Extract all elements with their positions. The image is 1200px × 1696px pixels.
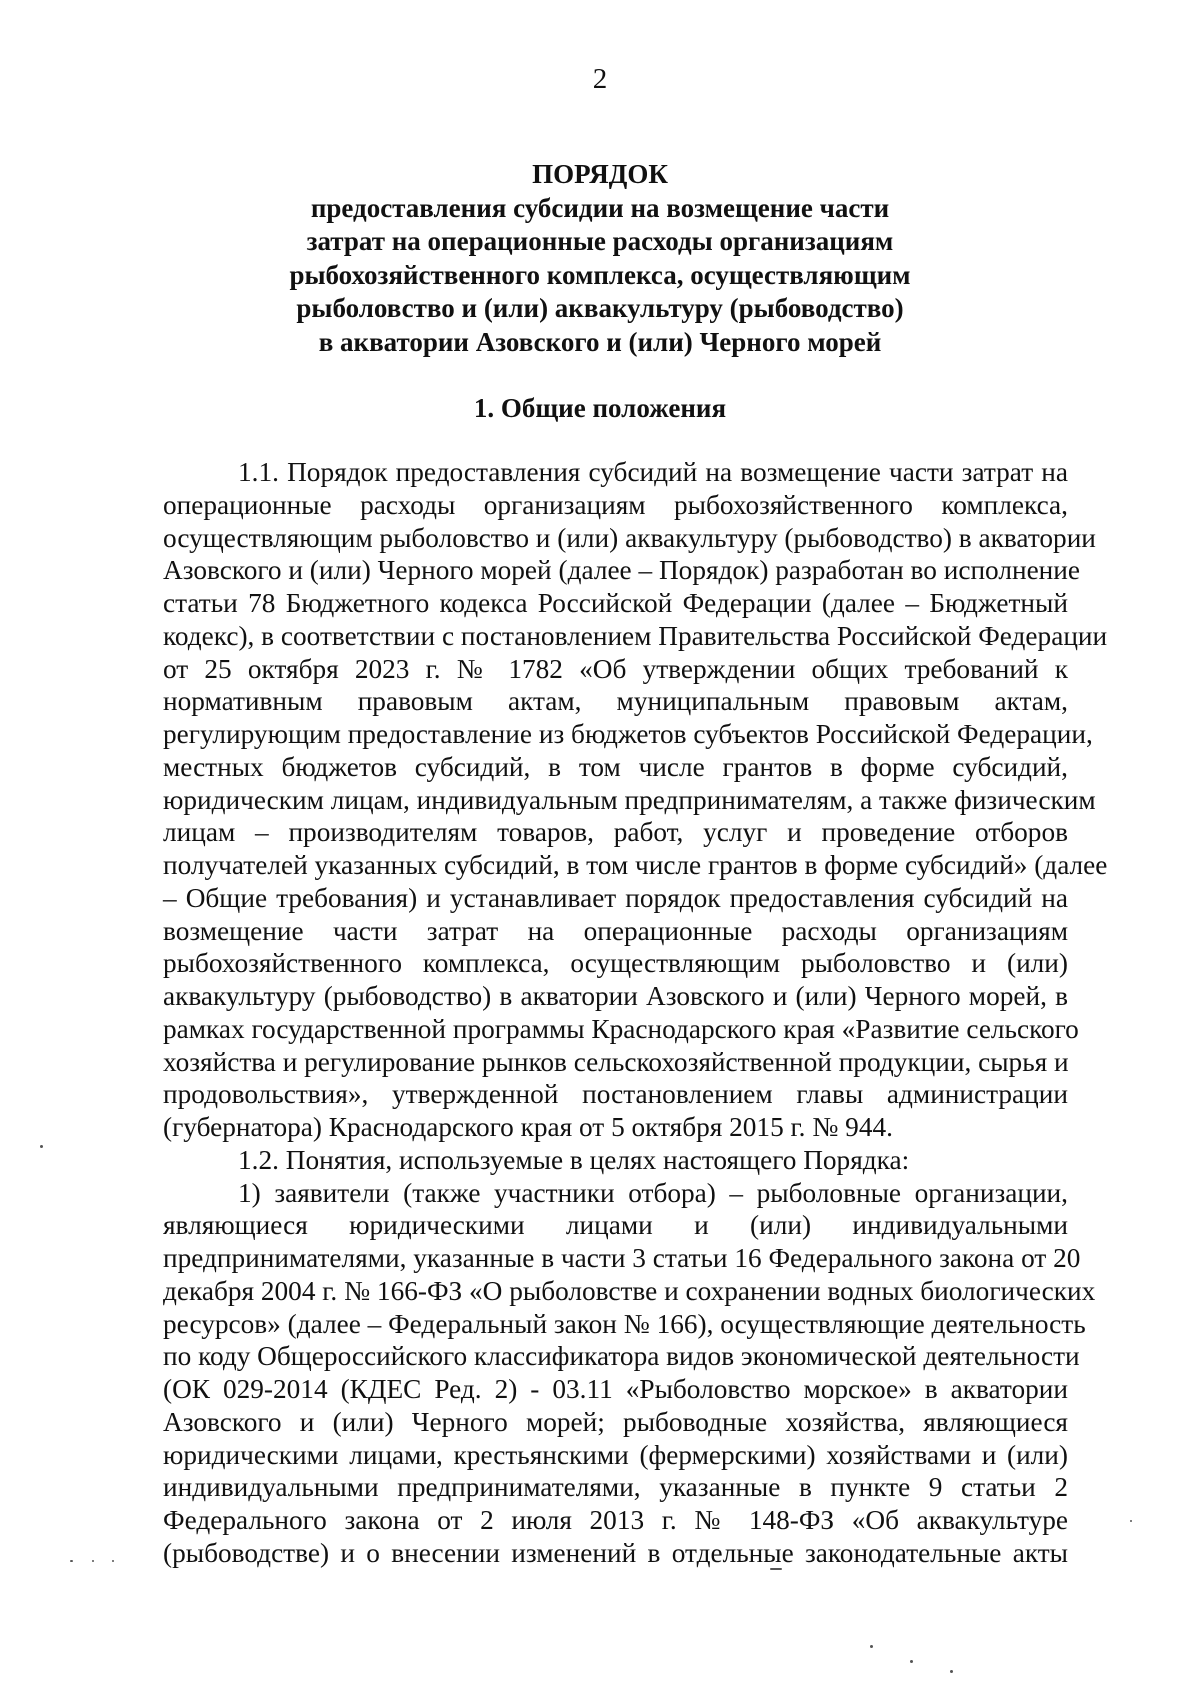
paragraph-1-1-line: статьи 78 Бюджетного кодекса Российской Федерации (далее – Бюджетный [163,588,1068,618]
paragraph-1-1-line: от 25 октября 2023 г. № 1782 «Об утверждении общих требований к [163,653,1068,684]
item-1-line: 1) заявители (также участники отбора) – рыболовные организации, [238,1177,1068,1208]
item-1-line: ресурсов» (далее – Федеральный закон № 166), осуществляющие деятельность [163,1308,1086,1339]
paragraph-1-1-line: юридическим лицам, индивидуальным предпринимателям, а также физическим [163,784,1096,815]
scan-speck [1130,1520,1132,1522]
paragraph-1-1-line: хозяйства и регулирование рынков сельскохозяйственной продукции, сырья и [163,1046,1069,1077]
title-main: ПОРЯДОК [532,159,668,189]
item-1-line: (ОК 029-2014 (КДЕС Ред. 2) - 03.11 «Рыболовство морское» в акватории [163,1374,1068,1404]
paragraph-1-1-line: – Общие требования) и устанавливает порядок предоставления субсидий на [163,882,1068,913]
section-heading: 1. Общие положения [473,393,727,423]
scan-speck [92,1560,94,1562]
paragraph-1-1-line: рыбохозяйственного комплекса, осуществляющим рыболовство и (или) [163,948,1068,979]
page-number: 2 [592,63,608,95]
document-title [160,158,1040,359]
scan-speck [112,1560,114,1562]
title-line: рыболовство и (или) аквакультуру (рыбоводство) [296,293,904,323]
item-1-line: Азовского и (или) Черного морей; рыбоводные хозяйства, являющиеся [163,1406,1068,1437]
item-1-line: Федерального закона от 2 июля 2013 г. № 148-ФЗ «Об аквакультуре [163,1505,1068,1535]
paragraph-1-1-line: рамках государственной программы Краснодарского края «Развитие сельского [163,1013,1079,1044]
item-1-line: индивидуальными предпринимателями, указанные в пункте 9 статьи 2 [163,1472,1068,1503]
scan-speck [870,1645,873,1648]
scan-speck [910,1660,913,1663]
item-1-line: декабря 2004 г. № 166-ФЗ «О рыболовстве и сохранении водных биологических [163,1275,1096,1306]
paragraph-1-1-line: Азовского и (или) Черного морей (далее – Порядок) разработан во исполнение [163,555,1081,586]
paragraph-1-1-line: получателей указанных субсидий, в том числе грантов в форме субсидий» (далее [163,850,1108,880]
item-1-line: (рыбоводстве) и о внесении изменений в отдельные законодательные акты [163,1537,1068,1568]
paragraph-1-1-line: возмещение части затрат на операционные расходы организациям [163,915,1068,946]
paragraph-1-1-line: нормативным правовым актам, муниципальным правовым актам, [163,686,1068,717]
paragraph-1-1-line: операционные расходы организациям рыбохозяйственного комплекса, [163,489,1068,520]
title-line: предоставления субсидии на возмещение части [310,192,890,223]
paragraph-1-1-line: регулирующим предоставление из бюджетов субъектов Российской Федерации, [163,719,1093,749]
scan-speck [40,1145,43,1148]
paragraph-1-1-line: продовольствия», утвержденной постановлением главы администрации [163,1079,1068,1110]
item-1-line: предпринимателями, указанные в части 3 статьи 16 Федерального закона от 20 [163,1243,1081,1273]
item-1-line: по коду Общероссийского классификатора видов экономической деятельности [163,1341,1080,1372]
paragraph-1-2-line: 1.2. Понятия, используемые в целях настоящего Порядка: [238,1144,910,1175]
paragraph-1-1-line: кодекс), в соответствии с постановлением Правительства Российской Федерации [163,620,1108,651]
paragraph-1-1-line: 1.1. Порядок предоставления субсидий на возмещение части затрат на [238,457,1068,487]
scan-speck [70,1560,73,1562]
paragraph-1-1-line: местных бюджетов субсидий, в том числе грантов в форме субсидий, [163,751,1068,782]
paragraph-1-1-line: лицам – производителям товаров, работ, услуг и проведение отборов [163,817,1068,848]
title-line: рыбохозяйственного комплекса, осуществляющим [289,259,911,290]
title-line: затрат на операционные расходы организациям [306,226,894,256]
paragraph-1-1-line: аквакультуру (рыбоводство) в акватории Азовского и (или) Черного морей, в [163,981,1068,1011]
item-1-line: юридическими лицами, крестьянскими (фермерскими) хозяйствами и (или) [163,1439,1068,1470]
item-1-line: являющиеся юридическими лицами и (или) индивидуальными [163,1210,1068,1241]
scan-speck [770,1568,782,1570]
paragraph-1-1-line: (губернатора) Краснодарского края от 5 октября 2015 г. № 944. [163,1112,893,1142]
scan-speck [950,1670,953,1673]
body-text [163,456,1108,1570]
paragraph-1-1-line: осуществляющим рыболовство и (или) аквакультуру (рыбоводство) в акватории [163,522,1096,553]
title-line: в акватории Азовского и (или) Черного морей [318,326,882,357]
